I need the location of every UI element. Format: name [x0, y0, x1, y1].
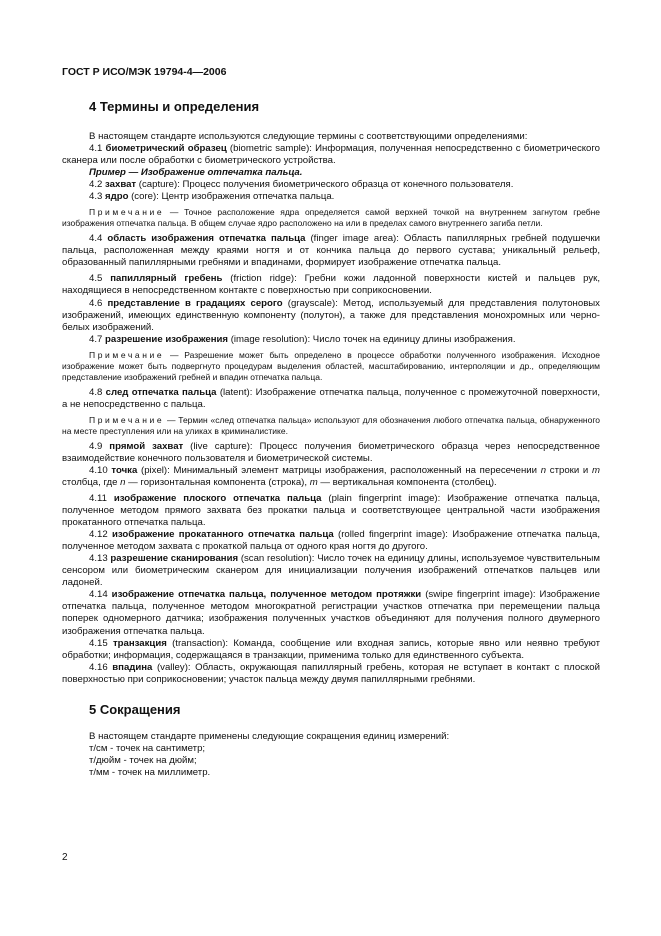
page-number: 2	[62, 852, 68, 863]
term-4-8: 4.8 след отпечатка пальца (latent): Изображение отпечатка пальца, полученное с промежуточной поверхности, а не непосредственно с пальца.	[62, 386, 600, 410]
document-header: ГОСТ Р ИСО/МЭК 19794-4—2006	[62, 66, 227, 78]
term-4-2: 4.2 захват (capture): Процесс получения биометрического образца от конечного пользователя.	[89, 179, 514, 191]
section-4-intro: В настоящем стандарте используются следующие термины с соответствующими определениями:	[89, 131, 528, 142]
abbreviation-item: т/дюйм - точек на дюйм;	[89, 754, 197, 766]
term-4-13: 4.13 разрешение сканирования (scan resolution): Число точек на единицу длины, используемое чувствительным сенсором или биометрическим сканером для инициализации получения изображений отпечатков пальцев или ладоней.	[62, 553, 600, 589]
term-4-15: 4.15 транзакция (transaction): Команда, сообщение или входная запись, которые явно или неявно требуют обработки; информация, содержащаяся в транзакции, применима только для единственного субъекта.	[62, 637, 600, 661]
note-4-8: Примечание — Термин «след отпечатка пальца» используют для обозначения любого отпечатка пальца, обнаруженного на месте преступления или на уликах в криминалистике.	[62, 414, 600, 436]
term-4-3: 4.3 ядро (core): Центр изображения отпечатка пальца.	[89, 191, 335, 203]
section-4-title: 4 Термины и определения	[89, 99, 260, 114]
term-4-16: 4.16 впадина (valley): Область, окружающая папиллярный гребень, которая не вступает в контакт с плоской поверхностью при соприкосновении; участок пальца между двумя папиллярными гребнями.	[62, 661, 601, 685]
section-5-title: 5 Сокращения	[89, 701, 181, 717]
term-4-1: 4.1 биометрический образец (biometric sample): Информация, полученная непосредственно с биометрического сканера или после обработки с биометрического устройства.	[62, 143, 601, 167]
term-4-10: 4.10 точка (pixel): Минимальный элемент матрицы изображения, расположенный на пересечении n строки и m столбца, где n — горизонтальная компонента (строка), m — вертикальная компонента (столбец).	[62, 464, 600, 488]
document-body	[62, 99, 600, 779]
term-4-14: 4.14 изображение отпечатка пальца, полученное методом протяжки (swipe fingerprint image): Изображение отпечатка пальца, полученное методом многократной регистрации участков отпечатка при перемещении пальца поперек одномерного датчика; изображения полученных участков объединяют для получения полного двумерного изображения отпечатка пальца.	[62, 589, 600, 637]
term-4-11: 4.11 изображение плоского отпечатка пальца (plain fingerprint image): Изображение отпечатка пальца, полученное методом прямого захвата без прокатки пальца и соответствующее центральной части изображения прокатанного отпечатка пальца.	[62, 492, 600, 529]
note-4-3: Примечание — Точное расположение ядра определяется самой верхней точкой на внутреннем загнутом гребне изображения отпечатка пальца. В общем случае ядро расположено на или в пределах самого внутреннего загиба петли.	[62, 207, 600, 229]
term-4-6: 4.6 представление в градациях серого (grayscale): Метод, используемый для представления полутоновых изображений, имеющих единственную компоненту (полутон), а также для представления монохромных или черно-белых изображений.	[62, 297, 600, 333]
example-4-1: Пример — Изображение отпечатка пальца.	[89, 167, 303, 179]
abbreviation-item: т/см - точек на сантиметр;	[89, 742, 206, 754]
abbreviation-item: т/мм - точек на миллиметр.	[89, 766, 211, 778]
term-4-12: 4.12 изображение прокатанного отпечатка пальца (rolled fingerprint image): Изображение отпечатка пальца, полученное методом захвата с прокаткой пальца от одного края ногтя до другого.	[62, 529, 600, 553]
term-4-5: 4.5 папиллярный гребень (friction ridge): Гребни кожи ладонной поверхности кистей и пальцев рук, находящиеся в непосредственном контакте с поверхностью при соприкосновении.	[62, 273, 600, 297]
section-5-intro: В настоящем стандарте применены следующие сокращения единиц измерений:	[89, 730, 450, 742]
term-4-9: 4.9 прямой захват (live capture): Процесс получения биометрического образца через непосредственное взаимодействие конечного пользователя и биометрической системы.	[62, 440, 600, 464]
note-4-7: Примечание — Разрешение может быть определено в процессе обработки полученного изображения. Исходное изображение может быть подвергнуто процедурам выделения областей, масштабированию, интерполяции и др., определяющим представление изображений гребней и впадин отпечатка пальца.	[62, 349, 600, 382]
term-4-7: 4.7 разрешение изображения (image resolution): Число точек на единицу длины изображения.	[89, 333, 516, 345]
term-4-4: 4.4 область изображения отпечатка пальца (finger image area): Область папиллярных гребней подушечки пальца, расположенная между краями ногтя и от кончика пальца до первого сустава; уникальный рельеф, образованный папиллярными гребнями и впадинами, формирует изображение отпечатка пальца.	[62, 233, 600, 269]
